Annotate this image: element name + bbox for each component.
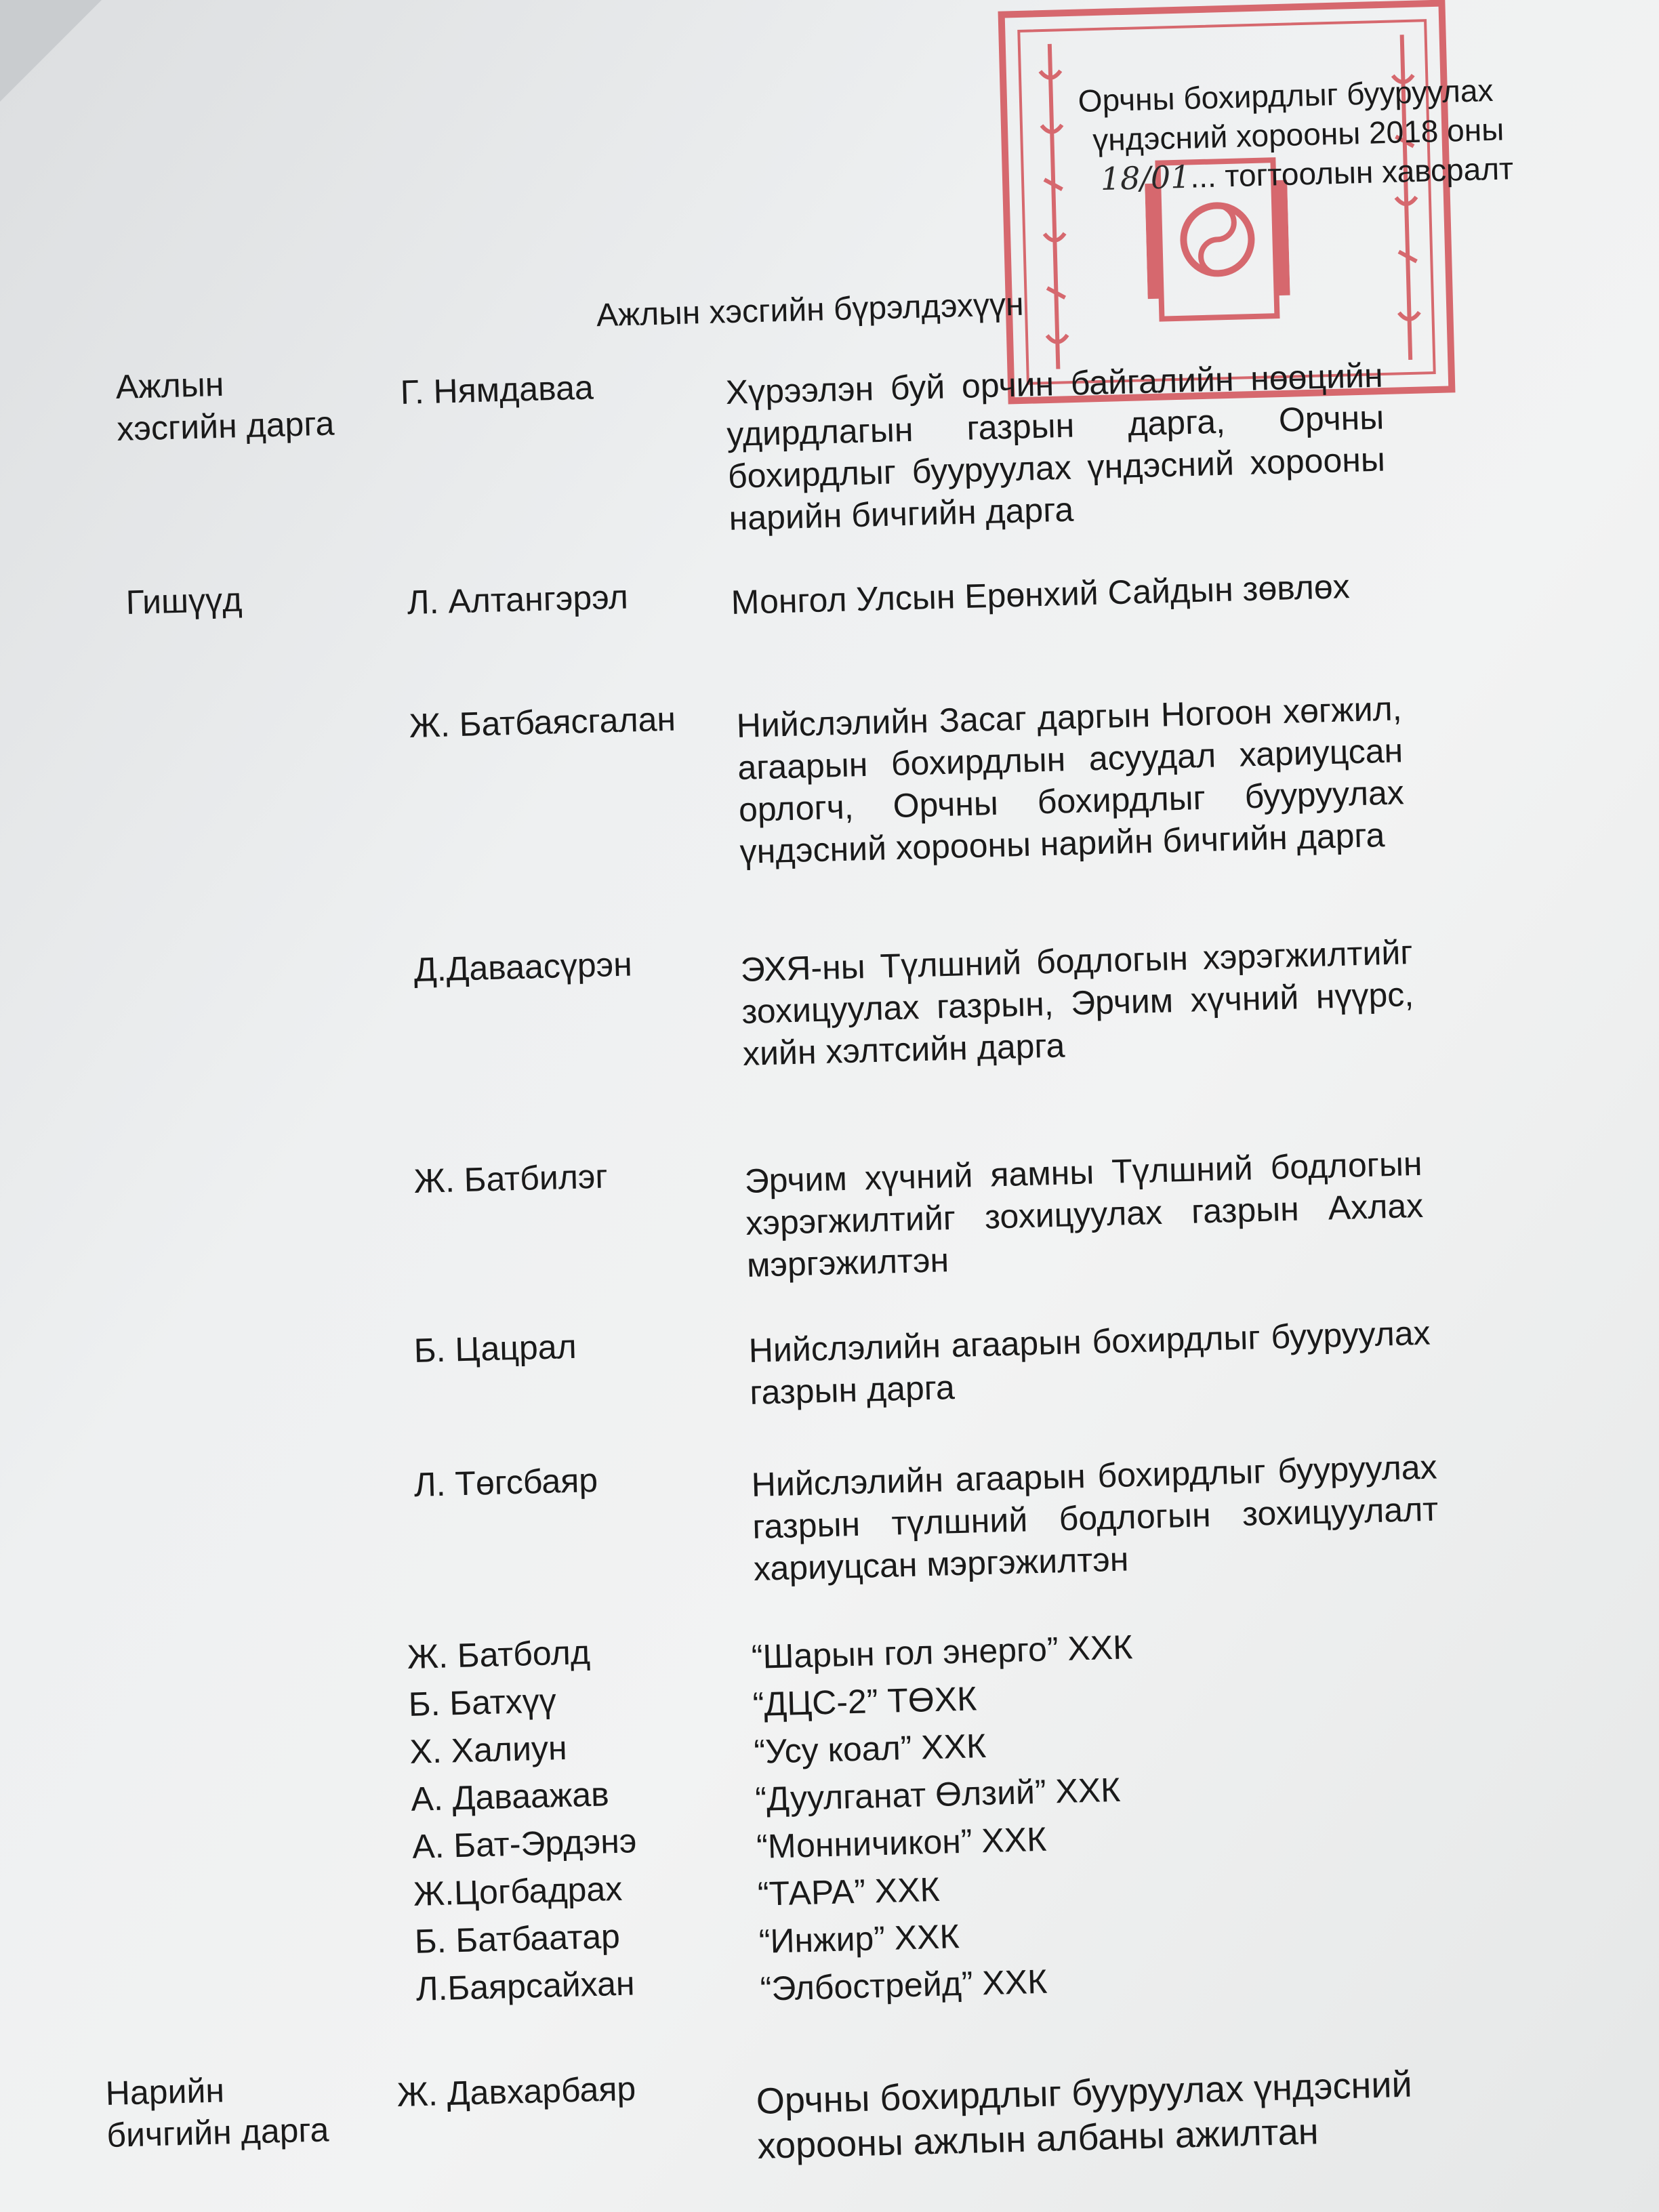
company-rep-names [407, 1627, 641, 2012]
official-stamp [998, 0, 1456, 405]
company-name-2: “ДЦС-2” ТӨХК [752, 1679, 977, 1723]
secretary-role-line-1: Нарийн [105, 2071, 225, 2112]
company-name-6: “ТАРА” ХХК [757, 1870, 941, 1913]
company-name-1: “Шарын гол энерго” ХХК [751, 1628, 1133, 1676]
company-rep-name-2: Б. Батхүү [408, 1681, 557, 1723]
member-position-5: Нийслэлийн агаарын бохирдлыг бууруулах газрын дарга [748, 1313, 1431, 1412]
chair-role-line-1: Ажлын [115, 365, 225, 406]
member-name-3: Д.Даваасүрэн [413, 945, 633, 989]
members-label: Гишүүд [125, 580, 243, 621]
stamp-annotation [1078, 69, 1541, 199]
company-name-8: “Элбострейд” ХХК [760, 1962, 1048, 2008]
member-name-4: Ж. Батбилэг [413, 1157, 609, 1200]
member-name-6: Л. Төгсбаяр [413, 1460, 598, 1504]
member-position-6: Нийслэлийн агаарын бохирдлыг бууруулах газрын түлшний бодлогын зохицуулалт хариуцсан мэргэжилтэн [751, 1448, 1439, 1588]
company-rep-name-6: Ж.Цогбадрах [413, 1869, 623, 1913]
company-rep-name-8: Л.Баярсайхан [415, 1964, 636, 2008]
secretary-role [105, 2066, 329, 2156]
company-name-5: “Монничикон” ХХК [756, 1820, 1047, 1866]
chair-role-line-2: хэсгийн дарга [116, 404, 335, 448]
secretary-role-line-2: бичгийн дарга [106, 2110, 330, 2154]
company-name-4: “Дуулганат Өлзий” ХХК [754, 1770, 1121, 1818]
member-position-1: Монгол Улсын Ерөнхий Сайдын зөвлөх [731, 567, 1351, 621]
company-rep-name-5: А. Бат-Эрдэнэ [411, 1822, 638, 1866]
page-corner-shadow [0, 0, 102, 102]
member-position-4: Эрчим хүчний яамны Түлшний бодлогын хэрэгжилтийг зохицуулах газрын Ахлах мэргэжилтэн [744, 1144, 1424, 1284]
member-position-2: Нийслэлийн Засаг даргын Ногоон хөгжил, агаарын бохирдлын асуудал хариуцсан орлогч, Орчны бохирдлыг бууруулах үндэсний хорооны нарийн бичгийн дарга [736, 689, 1405, 871]
company-rep-name-7: Б. Батбаатар [414, 1917, 621, 1961]
secretary-position: Орчны бохирдлыг бууруулах үндэсний хорооны ажлын албаны ажилтан [756, 2064, 1413, 2167]
stamp-line-1: Орчны бохирдлыг бууруулах [1078, 72, 1494, 119]
document-title: Ажлын хэсгийн бүрэлдэхүүн [596, 286, 1025, 334]
member-name-2: Ж. Батбаясгалан [409, 699, 676, 745]
member-name-5: Б. Цацрал [413, 1327, 577, 1370]
company-rep-name-1: Ж. Батболд [407, 1633, 591, 1676]
chair-position: Хүрээлэн буй орчин байгалийн нөөцийн удирдлагын газрын дарга, Орчны бохирдлыг бууруулах үндэсний хорооны нарийн бичгийн дарга [725, 356, 1386, 537]
member-position-3: ЭХЯ-ны Түлшний бодлогын хэрэгжилтийг зохицуулах газрын, Эрчим хүчний нүүрс, хийн хэлтсийн дарга [740, 933, 1414, 1073]
secretary-name: Ж. Давхарбаяр [396, 2069, 636, 2114]
company-name-7: “Инжир” ХХК [758, 1917, 960, 1961]
chair-name: Г. Нямдаваа [400, 368, 594, 411]
stamp-line-3-text: ... тогтоолын хавсралт [1189, 150, 1514, 194]
company-name-3: “Усу коал” ХХК [753, 1726, 987, 1771]
company-rep-name-3: Х. Халиун [409, 1728, 568, 1771]
company-rep-companies [751, 1623, 1142, 2013]
stamp-line-2: үндэсний хорооны 2018 оны [1092, 111, 1504, 158]
handwritten-date: 18/01 [1100, 158, 1191, 198]
chair-role [115, 361, 335, 450]
member-name-1: Л. Алтангэрэл [407, 577, 629, 621]
company-rep-name-4: А. Даваажав [410, 1775, 610, 1818]
